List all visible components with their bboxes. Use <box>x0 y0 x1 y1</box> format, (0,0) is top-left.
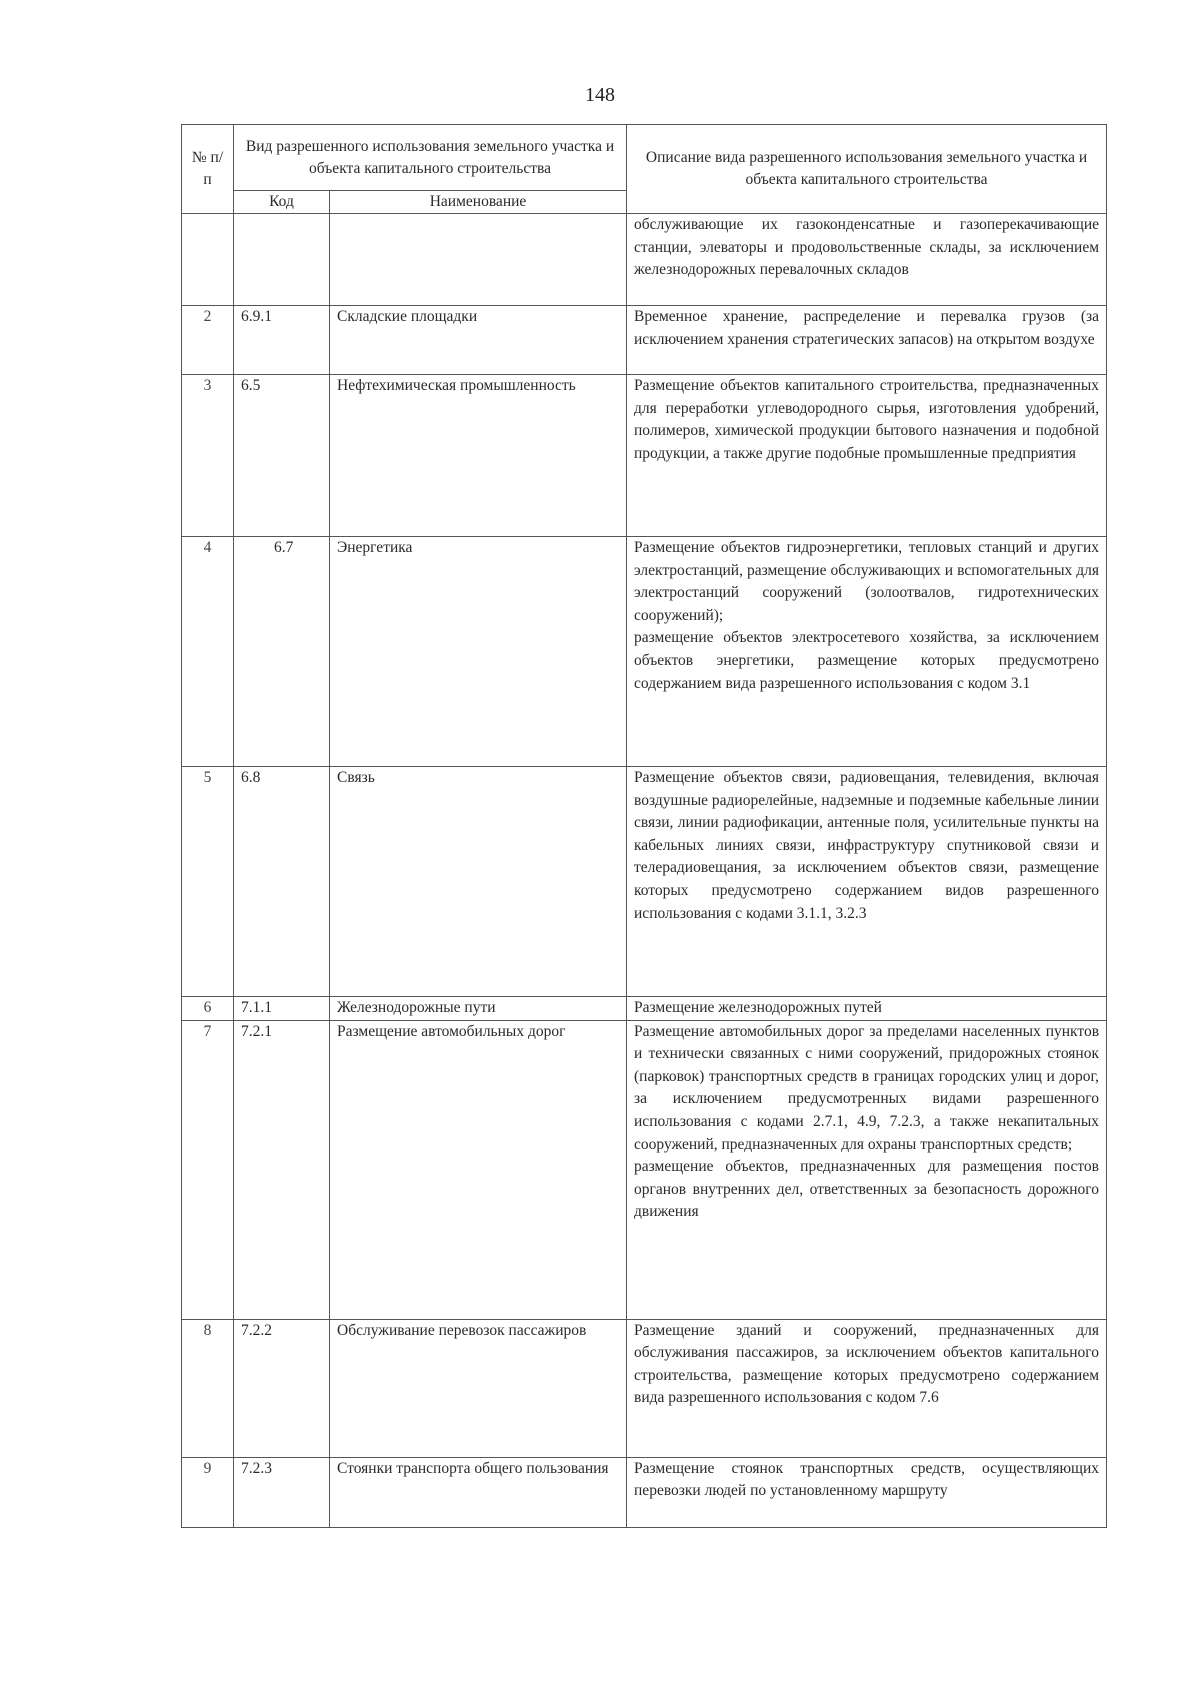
row-code: 7.2.3 <box>234 1457 330 1527</box>
row-code: 6.9.1 <box>234 306 330 375</box>
row-description-part: Размещение объектов гидроэнергетики, тепловых станций и других электростанций, размещение обслуживающих и вспомогательных для электростанций сооружений (золоотвалов, гидротехнических сооружений); <box>634 539 1100 624</box>
row-description <box>627 537 1107 767</box>
table-row <box>182 767 1107 997</box>
row-name: Складские площадки <box>330 306 627 375</box>
table-row <box>182 1319 1107 1457</box>
row-number: 3 <box>182 375 234 537</box>
table-row <box>182 214 1107 306</box>
row-number: 4 <box>182 537 234 767</box>
header-land-use-type: Вид разрешенного использования земельного участка и объекта капитального строительства <box>234 125 627 191</box>
row-number: 8 <box>182 1319 234 1457</box>
row-description <box>627 1020 1107 1319</box>
row-name: Обслуживание перевозок пассажиров <box>330 1319 627 1457</box>
row-description-part: Размещение автомобильных дорог за пределами населенных пунктов и технически связанных с ними сооружений, придорожных стоянок (парковок) транспортных средств в границах городских улиц и дорог, за исключением предусмотренных видами разрешенного использования с кодами 2.7.1, 4.9, 7.2.3, а также некапитальных сооружений, предназначенных для охраны транспортных средств; <box>634 1022 1100 1153</box>
table-row <box>182 375 1107 537</box>
row-code: 7.1.1 <box>234 997 330 1021</box>
row-code: 6.5 <box>234 375 330 537</box>
table-row <box>182 537 1107 767</box>
header-description: Описание вида разрешенного использования земельного участка и объекта капитального строительства <box>627 125 1107 214</box>
row-name: Связь <box>330 767 627 997</box>
row-name: Нефтехимическая промышленность <box>330 375 627 537</box>
table-row <box>182 1457 1107 1527</box>
row-description-part: размещение объектов электросетевого хозяйства, за исключением объектов энергетики, размещение которых предусмотрено содержанием вида разрешенного использования с кодом 3.1 <box>634 629 1100 692</box>
row-code: 6.8 <box>234 767 330 997</box>
row-description: Временное хранение, распределение и перевалка грузов (за исключением хранения стратегических запасов) на открытом воздухе <box>627 306 1107 375</box>
row-code: 6.7 <box>234 537 330 767</box>
table-row <box>182 306 1107 375</box>
row-description: Размещение объектов связи, радиовещания, телевидения, включая воздушные радиорелейные, надземные и подземные кабельные линии связи, линии радиофикации, антенные поля, усилительные пункты на кабельных линиях связи, инфраструктуру спутниковой связи и телерадиовещания, за исключением объектов связи, размещение которых предусмотрено содержанием видов разрешенного использования с кодами 3.1.1, 3.2.3 <box>627 767 1107 997</box>
row-name: Стоянки транспорта общего пользования <box>330 1457 627 1527</box>
row-description: Размещение объектов капитального строительства, предназначенных для переработки углеводородного сырья, изготовления удобрений, полимеров, химической продукции бытового назначения и подобной продукции, а также другие подобные промышленные предприятия <box>627 375 1107 537</box>
row-description: обслуживающие их газоконденсатные и газоперекачивающие станции, элеваторы и продовольственные склады, за исключением железнодорожных перевалочных складов <box>627 214 1107 306</box>
row-code <box>234 214 330 306</box>
row-description: Размещение стоянок транспортных средств, осуществляющих перевозки людей по установленному маршруту <box>627 1457 1107 1527</box>
row-name: Размещение автомобильных дорог <box>330 1020 627 1319</box>
page-number: 148 <box>585 84 615 106</box>
row-name: Энергетика <box>330 537 627 767</box>
row-code: 7.2.1 <box>234 1020 330 1319</box>
row-number: 6 <box>182 997 234 1021</box>
row-name <box>330 214 627 306</box>
row-description-part: размещение объектов, предназначенных для размещения постов органов внутренних дел, ответственных за безопасность дорожного движения <box>634 1158 1100 1221</box>
row-number: 2 <box>182 306 234 375</box>
table-row <box>182 997 1107 1021</box>
row-number: 5 <box>182 767 234 997</box>
row-description: Размещение железнодорожных путей <box>627 997 1107 1021</box>
land-use-table <box>181 124 1107 1528</box>
row-number: 7 <box>182 1020 234 1319</box>
row-code: 7.2.2 <box>234 1319 330 1457</box>
table-row <box>182 1020 1107 1319</box>
row-number: 9 <box>182 1457 234 1527</box>
table-header <box>182 125 1107 214</box>
header-name: Наименование <box>330 191 627 214</box>
row-name: Железнодорожные пути <box>330 997 627 1021</box>
header-code: Код <box>234 191 330 214</box>
row-number <box>182 214 234 306</box>
row-description: Размещение зданий и сооружений, предназначенных для обслуживания пассажиров, за исключением объектов капитального строительства, размещение которых предусмотрено содержанием вида разрешенного использования с кодом 7.6 <box>627 1319 1107 1457</box>
header-num: № п/п <box>182 125 234 214</box>
